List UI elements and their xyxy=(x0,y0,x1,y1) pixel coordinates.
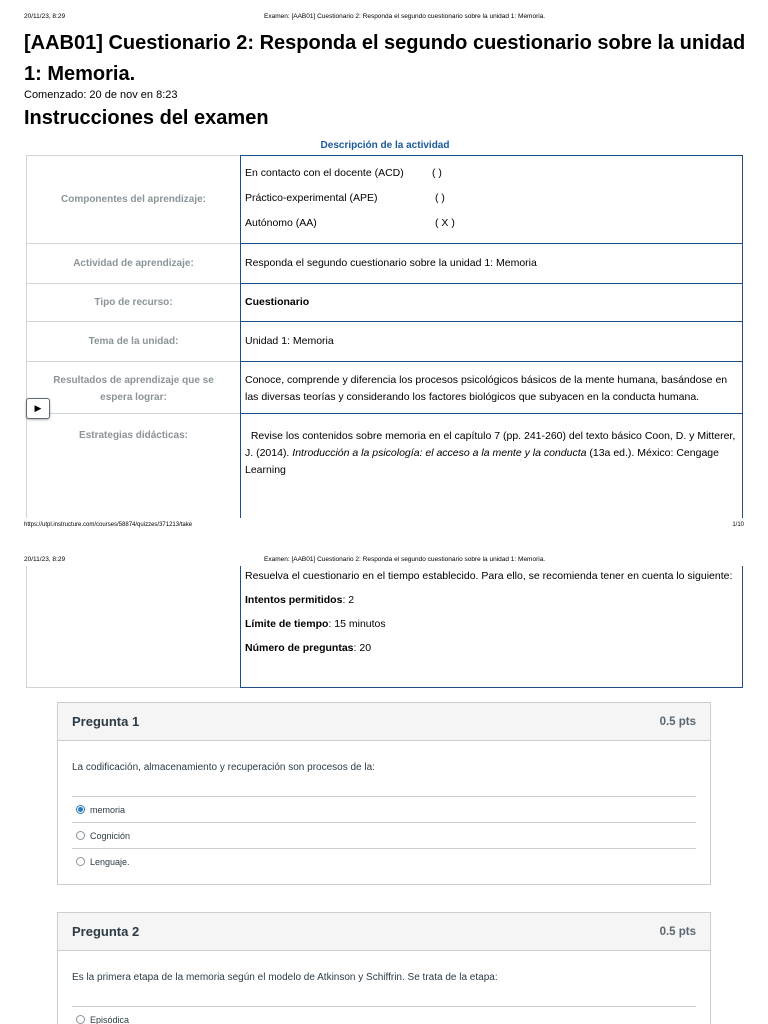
limite-line xyxy=(245,616,738,640)
started-timestamp: Comenzado: 20 de nov en 8:23 xyxy=(24,89,178,101)
answer-option-memoria[interactable] xyxy=(72,796,696,822)
play-button[interactable] xyxy=(26,398,50,419)
resultados-value: Conoce, comprende y diferencia los procesos psicológicos básicos de la mente humana, basándose en las diversas teorías y considerando los factores biológicos que subyacen en la conducta humana. xyxy=(240,361,743,414)
question-card-2 xyxy=(57,912,711,1024)
resuelva-text: Resuelva el cuestionario en el tiempo establecido. Para ello, se recomienda tener en cuenta lo siguiente: xyxy=(245,570,733,582)
numero-value: : 20 xyxy=(353,642,372,654)
question-header xyxy=(58,913,710,951)
componente-name: Autónomo (AA) xyxy=(245,217,317,229)
play-icon: ▶ xyxy=(34,403,42,413)
estrategias-book-title: Introducción a la psicología: el acceso a la mente y la conducta xyxy=(292,447,587,459)
question-text: Es la primera etapa de la memoria según el modelo de Atkinson y Schiffrin. Se trata de la etapa: xyxy=(72,972,498,983)
estrategias-label-continued xyxy=(26,566,241,688)
actividad-value: Responda el segundo cuestionario sobre la unidad 1: Memoria xyxy=(240,243,743,284)
answer-option-cognicion[interactable] xyxy=(72,822,696,848)
componente-row-aa xyxy=(245,215,738,240)
radio-selected-icon[interactable] xyxy=(76,805,85,814)
tema-value: Unidad 1: Memoria xyxy=(240,321,743,362)
componente-row-ape xyxy=(245,190,738,215)
answer-label: Episódica xyxy=(90,1014,130,1024)
numero-line xyxy=(245,640,738,664)
answer-option-episodica[interactable] xyxy=(72,1006,696,1024)
print-title: Examen: [AAB01] Cuestionario 2: Responda el segundo cuestionario sobre la unidad 1: Memoria. xyxy=(264,556,546,563)
radio-icon[interactable] xyxy=(76,857,85,866)
answer-option-lenguaje[interactable] xyxy=(72,848,696,874)
componente-name: Práctico-experimental (APE) xyxy=(245,192,378,204)
print-url: https://utpl.instructure.com/courses/58874/quizzes/371213/take xyxy=(24,522,193,528)
answer-label: memoria xyxy=(90,804,126,815)
intentos-value: : 2 xyxy=(342,594,355,606)
tema-label: Tema de la unidad: xyxy=(26,321,241,362)
actividad-label: Actividad de aprendizaje: xyxy=(26,243,241,284)
question-points: 0.5 pts xyxy=(659,925,696,938)
estrategias-label: Estrategias didácticas: xyxy=(26,413,241,518)
print-page-number: 1/10 xyxy=(732,522,744,528)
print-title: Examen: [AAB01] Cuestionario 2: Responda el segundo cuestionario sobre la unidad 1: Memoria. xyxy=(264,13,546,20)
answer-label: Lenguaje. xyxy=(90,856,130,867)
quiz-title: [AAB01] Cuestionario 2: Responda el segundo cuestionario sobre la unidad 1: Memoria. xyxy=(24,32,746,85)
question-title: Pregunta 2 xyxy=(72,924,140,939)
componente-mark: ( X ) xyxy=(435,217,455,229)
radio-icon[interactable] xyxy=(76,831,85,840)
answer-label: Cognición xyxy=(90,830,131,841)
componente-name: En contacto con el docente (ACD) xyxy=(245,167,404,179)
estrategias-text: Revise los contenidos sobre memoria en el capítulo 7 (pp. 241-260) del texto básico Coon, D. y Mitterer, J. (2014). xyxy=(245,430,739,459)
estrategias-value xyxy=(240,413,743,518)
componentes-cell xyxy=(240,155,743,244)
tipo-value: Cuestionario xyxy=(240,283,743,322)
print-date: 20/11/23, 8:29 xyxy=(24,556,66,563)
question-points: 0.5 pts xyxy=(659,715,696,728)
question-card-1 xyxy=(57,702,711,885)
answer-options xyxy=(72,1006,696,1024)
instructions-title: Instrucciones del examen xyxy=(24,107,269,129)
question-header xyxy=(58,703,710,741)
print-date: 20/11/23, 8:29 xyxy=(24,13,66,20)
estrategias-value-continued xyxy=(240,566,743,688)
intentos-line xyxy=(245,592,738,616)
tipo-label: Tipo de recurso: xyxy=(26,283,241,322)
componente-mark: ( ) xyxy=(435,192,445,204)
question-text: La codificación, almacenamiento y recuperación son procesos de la: xyxy=(72,762,375,773)
table-caption: Descripción de la actividad xyxy=(320,140,450,151)
componente-mark: ( ) xyxy=(432,167,442,179)
componente-row-acd xyxy=(245,165,738,190)
estrategias-text-end: (13a ed.). México: Cengage Learning xyxy=(245,447,719,476)
radio-icon[interactable] xyxy=(76,1015,85,1024)
question-title: Pregunta 1 xyxy=(72,714,140,729)
resultados-label: Resultados de aprendizaje que se espera lograr: xyxy=(26,361,241,414)
numero-label: Número de preguntas xyxy=(245,642,354,654)
intentos-label: Intentos permitidos xyxy=(245,594,343,606)
limite-value: : 15 minutos xyxy=(328,618,386,630)
answer-options xyxy=(72,796,696,874)
limite-label: Límite de tiempo xyxy=(245,618,329,630)
componentes-label: Componentes del aprendizaje: xyxy=(26,155,241,244)
